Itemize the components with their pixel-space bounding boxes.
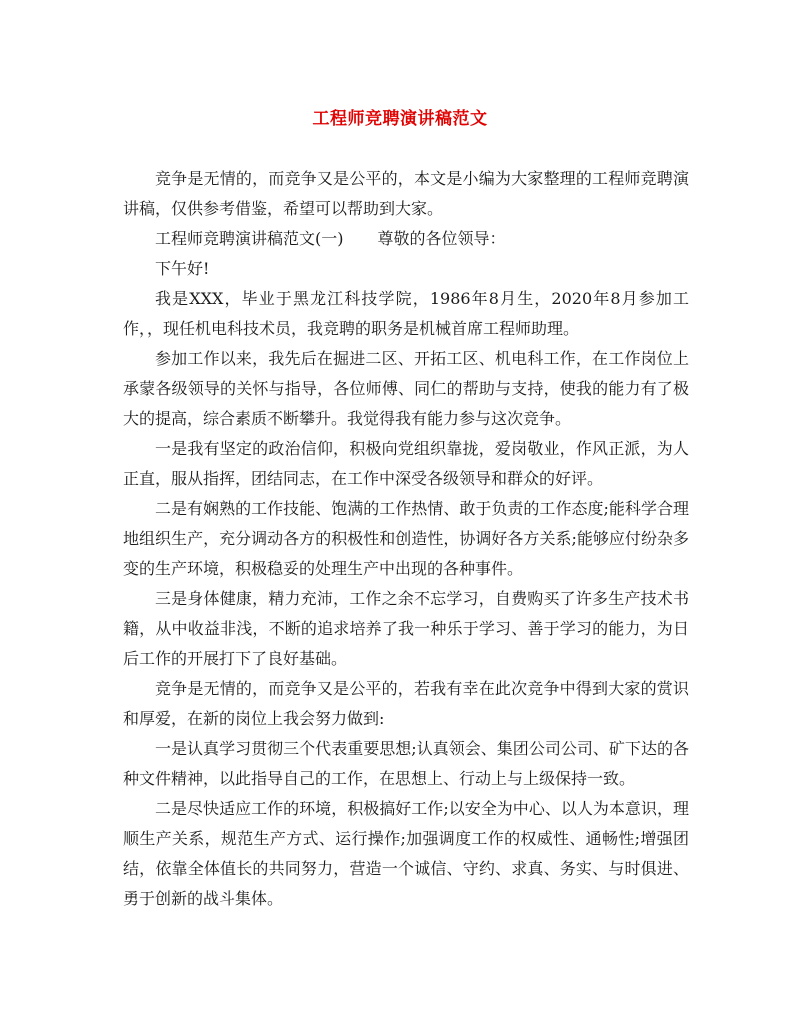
paragraph-1: 我是XXX，毕业于黑龙江科技学院，1986年8月生，2020年8月参加工作，，现任机电科技术员，我竞聘的职务是机械首席工程师助理。 [123,289,689,338]
document-title: 工程师竞聘演讲稿范文 [312,109,488,129]
greeting: 下午好! [155,259,210,278]
paragraph-5: 三是身体健康，精力充沛，工作之余不忘学习，自费购买了许多生产技术书籍，从中收益非浅，不断的追求培养了我一种乐于学习、善于学习的能力，为日后工作的开展打下了良好基础。 [123,589,689,668]
paragraph-2: 参加工作以来，我先后在掘进二区、开拓工区、机电科工作，在工作岗位上承蒙各级领导的关怀与指导，各位师傅、同仁的帮助与支持，使我的能力有了极大的提高，综合素质不断攀升。我觉得我有能力参与这次竞争。 [123,349,689,428]
document-body [123,164,689,914]
paragraph-4: 二是有娴熟的工作技能、饱满的工作热情、敢于负责的工作态度;能科学合理地组织生产，充分调动各方的积极性和创造性，协调好各方关系;能够应付纷杂多变的生产环境，积极稳妥的处理生产中出现的各种事件。 [123,499,689,578]
intro-paragraph: 竞争是无情的，而竞争又是公平的，本文是小编为大家整理的工程师竞聘演讲稿，仅供参考借鉴，希望可以帮助到大家。 [123,169,689,218]
paragraph-7: 一是认真学习贯彻三个代表重要思想;认真领会、集团公司公司、矿下达的各种文件精神，以此指导自己的工作，在思想上、行动上与上级保持一致。 [123,739,689,788]
paragraph-8: 二是尽快适应工作的环境，积极搞好工作;以安全为中心、以人为本意识，理顺生产关系，规范生产方式、运行操作;加强调度工作的权威性、通畅性;增强团结，依靠全体值长的共同努力，营造一个诚信、守约、求真、务实、与时俱进、勇于创新的战斗集体。 [123,799,689,908]
paragraph-6: 竞争是无情的，而竞争又是公平的，若我有幸在此次竞争中得到大家的赏识和厚爱，在新的岗位上我会努力做到: [123,679,689,728]
salutation: 尊敬的各位领导： [377,229,506,248]
paragraph-3: 一是我有坚定的政治信仰，积极向党组织靠拢，爱岗敬业，作风正派，为人正直，服从指挥，团结同志，在工作中深受各级领导和群众的好评。 [123,439,689,488]
section-heading: 工程师竞聘演讲稿范文(一) [155,229,344,248]
section-heading-line [123,224,689,254]
